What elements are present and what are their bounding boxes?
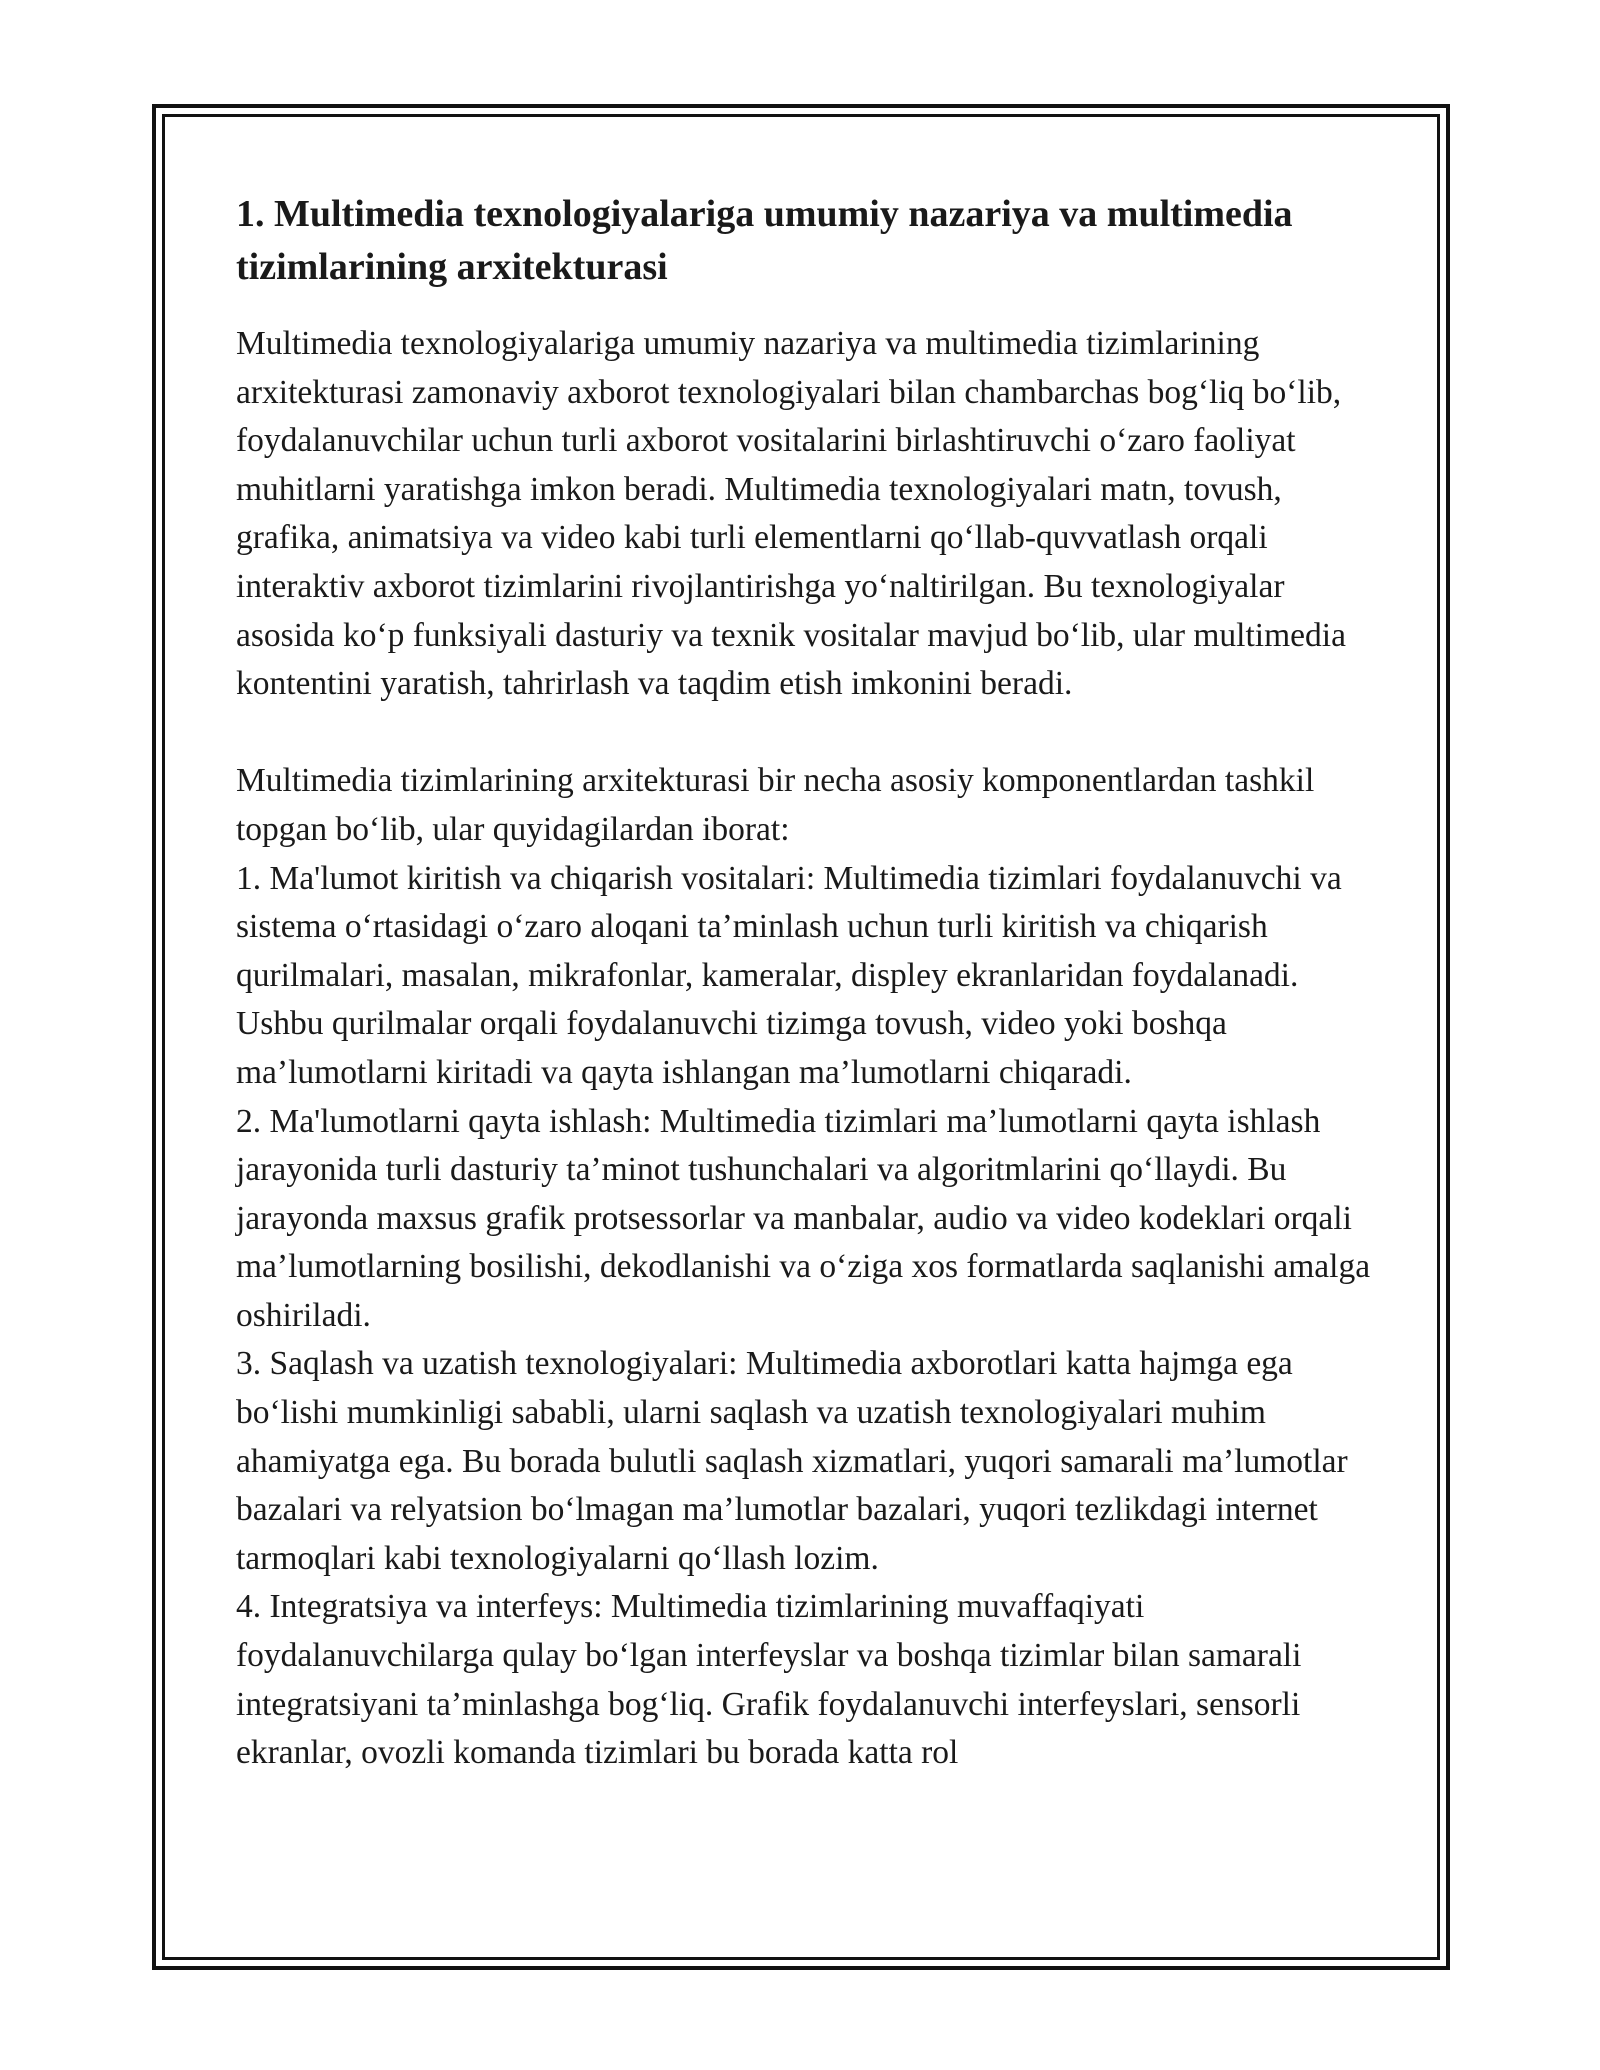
intro-paragraph: Multimedia texnologiyalariga umumiy nazariya va multimedia tizimlarining arxitekturasi zamonaviy axborot texnologiyalari bilan chambarchas bog‘liq bo‘lib, foydalanuvchilar uchun turli axborot vositalarini birlashtiruvchi o‘zaro faoliyat muhitlarni yaratishga imkon beradi. Multimedia texnologiyalari matn, tovush, grafika, animatsiya va video kabi turli elementlarni qo‘llab-quvvatlash orqali interaktiv axborot tizimlarini rivojlantirishga yo‘naltirilgan. Bu texnologiyalar asosida ko‘p funksiyali dasturiy va texnik vositalar mavjud bo‘lib, ular multimedia kontentini yaratish, tahrirlash va taqdim etish imkonini beradi. xyxy=(236,325,1346,703)
paragraph-spacer xyxy=(236,709,1376,758)
document-body xyxy=(236,188,1376,1778)
list-item-processing: 2. Ma'lumotlarni qayta ishlash: Multimedia tizimlari ma’lumotlarni qayta ishlash jarayonida turli dasturiy ta’minot tushunchalari va algoritmlarini qo‘llaydi. Bu jarayonda maxsus grafik protsessorlar va manbalar, audio va video kodeklari orqali ma’lumotlarning bosilishi, dekodlanishi va o‘ziga xos formatlarda saqlanishi amalga oshiriladi. xyxy=(236,1102,1371,1334)
list-item-integration-interface: 4. Integratsiya va interfeys: Multimedia tizimlarining muvaffaqiyati foydalanuvchilarga qulay bo‘lgan interfeyslar va boshqa tizimlar bilan samarali integratsiyani ta’minlashga bog‘liq. Grafik foydalanuvchi interfeyslari, sensorli ekranlar, ovozli komanda tizimlari bu borada katta rol xyxy=(236,1588,1302,1772)
architecture-paragraph: Multimedia tizimlarining arxitekturasi bir necha asosiy komponentlardan tashkil topgan bo‘lib, ular quyidagilardan iborat: xyxy=(236,762,1315,848)
list-item-input-output: 1. Ma'lumot kiritish va chiqarish vositalari: Multimedia tizimlari foydalanuvchi va sistema o‘rtasidagi o‘zaro aloqani ta’minlash uchun turli kiritish va chiqarish qurilmalari, masalan, mikrafonlar, kameralar, displey ekranlaridan foydalanadi. Ushbu qurilmalar orqali foydalanuvchi tizimga tovush, video yoki boshqa ma’lumotlarni kiritadi va qayta ishlangan ma’lumotlarni chiqaradi. xyxy=(236,859,1342,1091)
section-title: 1. Multimedia texnologiyalariga umumiy nazariya va multimedia tizimlarining arxitekturasi xyxy=(236,193,1293,288)
list-item-storage-transfer: 3. Saqlash va uzatish texnologiyalari: Multimedia axborotlari katta hajmga ega bo‘lishi mumkinligi sababli, ularni saqlash va uzatish texnologiyalari muhim ahamiyatga ega. Bu borada bulutli saqlash xizmatlari, yuqori samarali ma’lumotlar bazalari va relyatsion bo‘lmagan ma’lumotlar bazalari, yuqori tezlikdagi internet tarmoqlari kabi texnologiyalarni qo‘llash lozim. xyxy=(236,1345,1348,1577)
